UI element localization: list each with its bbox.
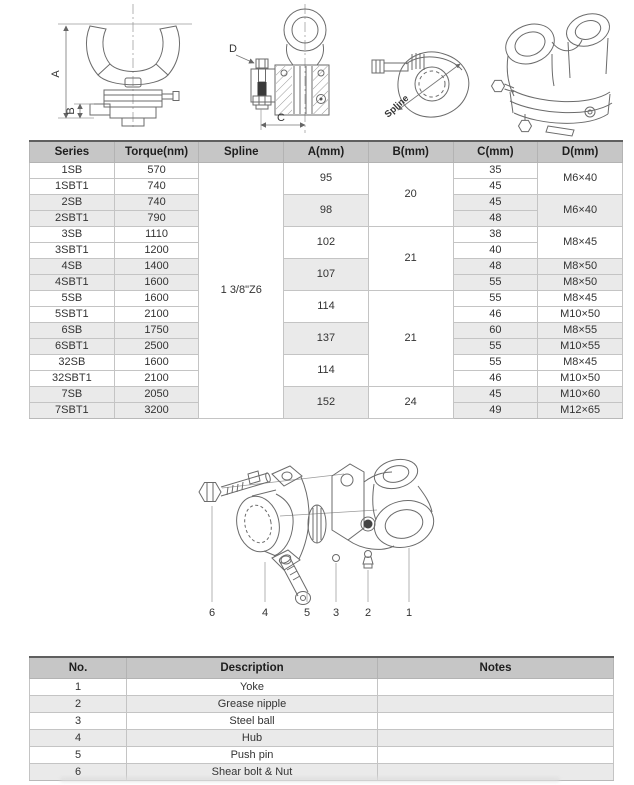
col-header-torque: Torque(nm) xyxy=(114,141,199,163)
cell-series: 3SB xyxy=(30,227,115,243)
parts-row xyxy=(30,747,614,764)
col-header-c: C(mm) xyxy=(453,141,538,163)
cell-d: M12×65 xyxy=(538,403,623,419)
cell-no: 1 xyxy=(30,679,127,696)
cell-description: Grease nipple xyxy=(127,696,378,713)
cell-d: M6×40 xyxy=(538,195,623,227)
cell-c: 48 xyxy=(453,211,538,227)
callout-3: 3 xyxy=(332,607,340,619)
cell-c: 60 xyxy=(453,323,538,339)
cell-series: 2SB xyxy=(30,195,115,211)
cell-series: 1SBT1 xyxy=(30,179,115,195)
col-header-no: No. xyxy=(30,657,127,679)
cell-d: M10×50 xyxy=(538,371,623,387)
cell-no: 3 xyxy=(30,713,127,730)
cell-no: 6 xyxy=(30,764,127,781)
spec-row xyxy=(30,227,623,243)
spec-row xyxy=(30,259,623,275)
cell-c: 48 xyxy=(453,259,538,275)
cell-a: 95 xyxy=(284,163,369,195)
cell-spline: 1 3/8"Z6 xyxy=(199,163,284,419)
parts-row xyxy=(30,696,614,713)
cell-series: 6SB xyxy=(30,323,115,339)
spec-row xyxy=(30,355,623,371)
dim-label-a: A xyxy=(50,70,62,78)
spec-header-row xyxy=(30,141,623,163)
cell-torque: 1750 xyxy=(114,323,199,339)
cell-b: 21 xyxy=(368,291,453,387)
cell-series: 4SBT1 xyxy=(30,275,115,291)
parts-header-row xyxy=(30,657,614,679)
cell-d: M10×50 xyxy=(538,307,623,323)
cell-c: 55 xyxy=(453,291,538,307)
cell-torque: 3200 xyxy=(114,403,199,419)
cell-torque: 2050 xyxy=(114,387,199,403)
col-header-spline: Spline xyxy=(199,141,284,163)
cell-b: 24 xyxy=(368,387,453,419)
callout-6: 6 xyxy=(208,607,216,619)
col-header-a: A(mm) xyxy=(284,141,369,163)
col-header-b: B(mm) xyxy=(368,141,453,163)
cell-a: 102 xyxy=(284,227,369,259)
cell-torque: 1600 xyxy=(114,291,199,307)
cell-c: 55 xyxy=(453,355,538,371)
cell-description: Yoke xyxy=(127,679,378,696)
cell-c: 45 xyxy=(453,195,538,211)
cell-d: M6×40 xyxy=(538,163,623,195)
section-view-drawing xyxy=(213,2,367,136)
dim-label-b: B xyxy=(65,107,77,115)
cell-description: Push pin xyxy=(127,747,378,764)
cell-notes xyxy=(378,713,614,730)
cell-c: 49 xyxy=(453,403,538,419)
cell-torque: 790 xyxy=(114,211,199,227)
cell-notes xyxy=(378,679,614,696)
cell-description: Hub xyxy=(127,730,378,747)
cell-no: 2 xyxy=(30,696,127,713)
cell-torque: 1400 xyxy=(114,259,199,275)
cell-d: M8×45 xyxy=(538,291,623,307)
cell-c: 40 xyxy=(453,243,538,259)
cell-series: 6SBT1 xyxy=(30,339,115,355)
cell-c: 46 xyxy=(453,307,538,323)
cell-series: 5SB xyxy=(30,291,115,307)
cell-c: 35 xyxy=(453,163,538,179)
spec-row xyxy=(30,291,623,307)
cell-d: M8×55 xyxy=(538,323,623,339)
cell-d: M8×45 xyxy=(538,227,623,259)
cell-torque: 1200 xyxy=(114,243,199,259)
cell-series: 4SB xyxy=(30,259,115,275)
cell-d: M10×60 xyxy=(538,387,623,403)
cell-series: 2SBT1 xyxy=(30,211,115,227)
callout-2: 2 xyxy=(364,607,372,619)
cell-series: 3SBT1 xyxy=(30,243,115,259)
isometric-view-drawing xyxy=(486,0,632,136)
cell-d: M8×45 xyxy=(538,355,623,371)
cell-c: 45 xyxy=(453,179,538,195)
cell-c: 45 xyxy=(453,387,538,403)
cell-description: Shear bolt & Nut xyxy=(127,764,378,781)
parts-row xyxy=(30,679,614,696)
cell-series: 32SBT1 xyxy=(30,371,115,387)
cell-c: 46 xyxy=(453,371,538,387)
cell-d: M8×50 xyxy=(538,259,623,275)
spec-table xyxy=(29,140,623,419)
cell-b: 21 xyxy=(368,227,453,291)
cell-no: 5 xyxy=(30,747,127,764)
spline-view-drawing xyxy=(368,36,486,132)
cell-a: 98 xyxy=(284,195,369,227)
spec-row xyxy=(30,323,623,339)
cell-c: 55 xyxy=(453,339,538,355)
cell-notes xyxy=(378,730,614,747)
callout-5: 5 xyxy=(303,607,311,619)
cell-b: 20 xyxy=(368,163,453,227)
cell-d: M10×55 xyxy=(538,339,623,355)
cell-torque: 740 xyxy=(114,195,199,211)
exploded-view-drawing xyxy=(172,432,464,624)
spec-row xyxy=(30,163,623,179)
cell-notes xyxy=(378,747,614,764)
cell-torque: 570 xyxy=(114,163,199,179)
parts-row xyxy=(30,713,614,730)
cell-torque: 2100 xyxy=(114,371,199,387)
callout-1: 1 xyxy=(405,607,413,619)
col-header-series: Series xyxy=(30,141,115,163)
cell-a: 152 xyxy=(284,387,369,419)
cell-series: 32SB xyxy=(30,355,115,371)
cell-torque: 2100 xyxy=(114,307,199,323)
cell-a: 107 xyxy=(284,259,369,291)
cell-series: 1SB xyxy=(30,163,115,179)
cell-series: 5SBT1 xyxy=(30,307,115,323)
front-view-drawing xyxy=(30,4,202,132)
cell-a: 137 xyxy=(284,323,369,355)
cell-notes xyxy=(378,696,614,713)
callout-4: 4 xyxy=(261,607,269,619)
cell-torque: 740 xyxy=(114,179,199,195)
cell-torque: 1600 xyxy=(114,275,199,291)
cell-c: 55 xyxy=(453,275,538,291)
col-header-d: D(mm) xyxy=(538,141,623,163)
cell-d: M8×50 xyxy=(538,275,623,291)
cell-series: 7SBT1 xyxy=(30,403,115,419)
cell-no: 4 xyxy=(30,730,127,747)
parts-table xyxy=(29,656,614,781)
col-header-notes: Notes xyxy=(378,657,614,679)
cell-a: 114 xyxy=(284,355,369,387)
parts-row xyxy=(30,730,614,747)
cell-description: Steel ball xyxy=(127,713,378,730)
spec-row xyxy=(30,387,623,403)
dim-label-c: C xyxy=(277,112,285,124)
cell-torque: 1600 xyxy=(114,355,199,371)
page-edge-shadow xyxy=(60,777,560,782)
cell-torque: 2500 xyxy=(114,339,199,355)
spec-row xyxy=(30,195,623,211)
col-header-description: Description xyxy=(127,657,378,679)
cell-c: 38 xyxy=(453,227,538,243)
cell-a: 114 xyxy=(284,291,369,323)
cell-series: 7SB xyxy=(30,387,115,403)
dim-label-d: D xyxy=(229,43,237,55)
spline-label: Spline xyxy=(382,92,412,121)
cell-torque: 1110 xyxy=(114,227,199,243)
